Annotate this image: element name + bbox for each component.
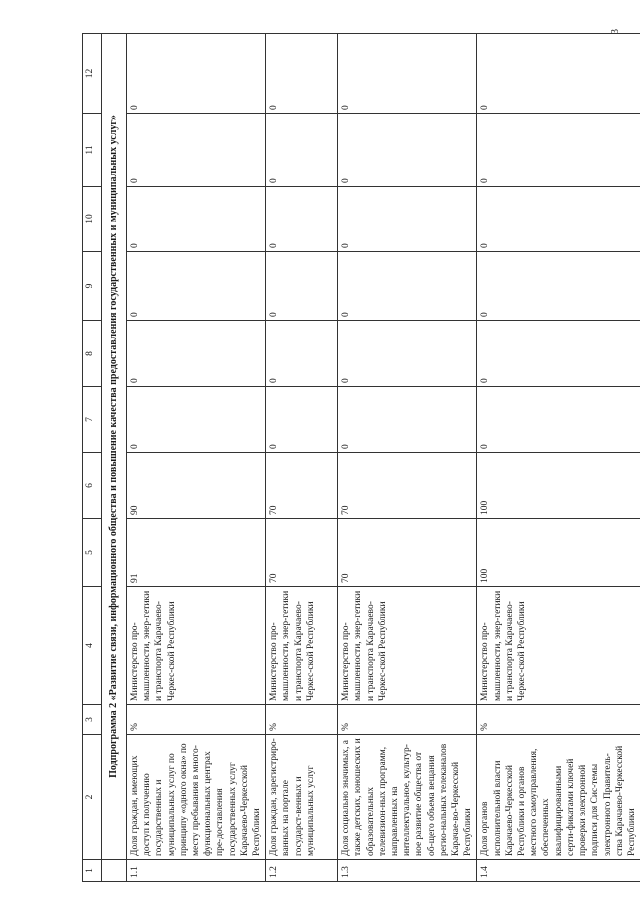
value-cell: 70: [338, 519, 477, 587]
column-number-row: [83, 34, 102, 882]
executor-cell: Министерство про-мышленности, энер-гетики и транспорта Карачаево-Черкес-ской Республики: [266, 587, 338, 705]
table-row: [477, 34, 640, 882]
table-row: [338, 34, 477, 882]
value-cell: 90: [127, 453, 266, 519]
col-header: 12: [83, 34, 102, 114]
col-header: 9: [83, 252, 102, 321]
value-cell: 70: [266, 519, 338, 587]
value-cell: 0: [477, 114, 640, 187]
value-cell: 0: [477, 321, 640, 387]
col-header: 1: [83, 860, 102, 882]
value-cell: 0: [266, 34, 338, 114]
unit-cell: %: [477, 705, 640, 735]
value-cell: 0: [127, 321, 266, 387]
unit-cell: %: [127, 705, 266, 735]
indicator-text: Доля граждан, зарегистриро-ванных на портале государст-венных и муниципальных услуг: [266, 735, 338, 860]
value-cell: 0: [266, 321, 338, 387]
col-header: 5: [83, 519, 102, 587]
unit-cell: %: [338, 705, 477, 735]
value-cell: 0: [338, 187, 477, 252]
value-cell: 0: [266, 187, 338, 252]
value-cell: 0: [338, 34, 477, 114]
value-cell: 70: [266, 453, 338, 519]
col-header: 7: [83, 387, 102, 453]
value-cell: 0: [127, 114, 266, 187]
executor-cell: Министерство про-мышленности, энер-гетики и транспорта Карачаево-Черкес-ской Республики: [477, 587, 640, 705]
page-number: 3: [610, 29, 621, 34]
row-number: 1.4: [477, 860, 640, 882]
table-row: [127, 34, 266, 882]
value-cell: 0: [338, 387, 477, 453]
col-header: 4: [83, 587, 102, 705]
col-header: 2: [83, 735, 102, 860]
subprogram-title: Подпрограмма 2 «Развитие связи, информационного общества и повышение качества предоставления государственных и муниципальных услуг»: [102, 34, 127, 860]
col-header: 8: [83, 321, 102, 387]
value-cell: 0: [266, 252, 338, 321]
rotated-table-container: [82, 34, 637, 882]
value-cell: 0: [477, 187, 640, 252]
value-cell: 0: [477, 387, 640, 453]
executor-cell: Министерство про-мышленности, энер-гетики и транспорта Карачаево-Черкес-ской Республики: [127, 587, 266, 705]
value-cell: 0: [127, 187, 266, 252]
executor-cell: Министерство про-мышленности, энер-гетики и транспорта Карачаево-Черкес-ской Республики: [338, 587, 477, 705]
value-cell: 91: [127, 519, 266, 587]
value-cell: 0: [338, 114, 477, 187]
row-number: 1.3: [338, 860, 477, 882]
col-header: 11: [83, 114, 102, 187]
col-header: 3: [83, 705, 102, 735]
value-cell: 0: [338, 321, 477, 387]
value-cell: 0: [127, 34, 266, 114]
value-cell: 0: [477, 252, 640, 321]
unit-cell: %: [266, 705, 338, 735]
subprogram-row: [102, 34, 127, 882]
value-cell: 0: [266, 387, 338, 453]
value-cell: 0: [338, 252, 477, 321]
value-cell: 0: [127, 387, 266, 453]
indicator-text: Доля органов исполнительной власти Карачаево-Черкесской Республики и органов местного самоуправления, обеспеченных квалифицированными серти-фикатами ключей проверки электронной подписи для Сис-темы электронного Правитель-ства Карачаево-Черкесской Республики: [477, 735, 640, 860]
indicator-text: Доля социально значимых, а также детских, юношеских и образовательных телевизион-ных программ, направленных на интеллектуальное, культур-ное развитие общества от об-щего объема вещания регио-нальных телеканалов Карачае-во-Черкесской Республики: [338, 735, 477, 860]
col-header: 10: [83, 187, 102, 252]
indicator-table: [82, 33, 640, 882]
row-number: 1.2: [266, 860, 338, 882]
value-cell: 100: [477, 519, 640, 587]
value-cell: 0: [127, 252, 266, 321]
row-number: 1.1: [127, 860, 266, 882]
value-cell: 70: [338, 453, 477, 519]
indicator-text: Доля граждан, имеющих доступ к получению государственных и муниципальных услуг по принципу «одного окна» по месту пребывания в много-функциональных центрах пре-доставления государственных услуг Карачаево-Черкесской Республики: [127, 735, 266, 860]
subprogram-spacer: [102, 860, 127, 882]
value-cell: 100: [477, 453, 640, 519]
value-cell: 0: [266, 114, 338, 187]
table-row: [266, 34, 338, 882]
value-cell: 0: [477, 34, 640, 114]
col-header: 6: [83, 453, 102, 519]
